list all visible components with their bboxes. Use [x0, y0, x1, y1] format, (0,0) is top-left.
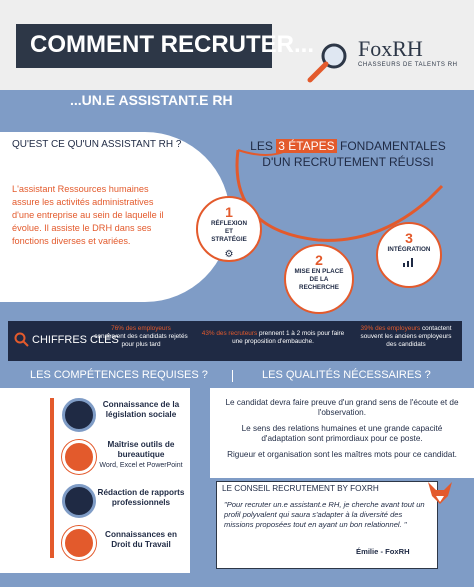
qualite-1: Le candidat devra faire preuve d'un grand sens de l'écoute et de l'observation.: [225, 398, 459, 417]
section-divider: [232, 370, 233, 382]
step-3-number: 3: [405, 230, 413, 246]
stat-1-text: conservent des candidats rejetés pour plus tard: [94, 333, 188, 348]
steps-title-line2: D'UN RECRUTEMENT RÉUSSI: [262, 155, 434, 169]
brand-logo: FoxRH: [358, 36, 423, 61]
stat-3: [356, 325, 456, 349]
step-1-label: RÉFLEXION ET STRATÉGIE: [210, 220, 248, 243]
chart-icon: [402, 257, 416, 267]
key-figures-label: CHIFFRES CLÉS: [32, 334, 119, 346]
page-subtitle: ...UN.E ASSISTANT.E RH: [70, 92, 233, 108]
lightbulb-icon: [62, 440, 96, 474]
gavel-icon: [62, 526, 96, 560]
step-1-number: 1: [225, 204, 233, 220]
steps-title-highlight: 3 ÉTAPES: [278, 139, 335, 153]
stat-2: [196, 330, 350, 346]
skill-2-sub: Word, Excel et PowerPoint: [99, 462, 183, 469]
step-2-label: MISE EN PLACE DE LA RECHERCHE: [294, 268, 344, 291]
competences-timeline: [50, 398, 54, 558]
advice-title: LE CONSEIL RECRUTEMENT BY FOXRH: [222, 484, 379, 493]
intro-question: QU'EST CE QU'UN ASSISTANT RH ?: [12, 139, 182, 150]
brand-tagline: CHASSEURS DE TALENTS RH: [358, 62, 458, 68]
advice-quote: "Pour recruter un.e assistant.e RH, je cherche avant tout un profil polyvalent qui saura s'adapter à la diversité des missions proposées tout en ayant un bon relationnel. ": [224, 500, 425, 529]
fox-icon: [426, 480, 454, 506]
skill-2-label: Maîtrise outils de bureautique: [107, 440, 175, 459]
qualite-2: Le sens des relations humaines et une grande capacité d'adaptation sont primordiaux pour ce poste.: [241, 424, 443, 443]
qualite-3: Rigueur et organisation sont les maîtres mots pour ce candidat.: [227, 450, 457, 459]
gear-icon: ⚙: [224, 249, 234, 260]
page-title: COMMENT RECRUTER...: [30, 31, 314, 58]
intro-text: L'assistant Ressources humaines assure les activités administratives d'une entreprise au sein de laquelle il évolue. Il assiste le DRH dans ses fonctions diverses et variées.: [12, 184, 164, 246]
law-icon: [62, 398, 96, 432]
step-3-label: INTÉGRATION: [387, 246, 431, 253]
search-icon: [14, 332, 30, 348]
stat-1-highlight: 76% des employeurs: [111, 325, 171, 332]
magnifier-icon: [304, 40, 354, 84]
skill-3-label: Rédaction de rapports professionnels: [97, 488, 185, 507]
stat-1: [92, 325, 190, 349]
step-3: [376, 222, 442, 288]
steps-title-post: FONDAMENTALES: [340, 139, 446, 153]
stat-3-text: contactent souvent les anciens employeurs des candidats: [360, 325, 452, 348]
step-2: [284, 244, 354, 314]
skill-4-label: Connaissances en Droit du Travail: [105, 530, 177, 549]
step-1: [196, 196, 262, 262]
qualites-title: LES QUALITÉS NÉCESSAIRES ?: [262, 369, 431, 381]
advice-author: Émilie - FoxRH: [356, 547, 410, 556]
stat-2-text: prennent 1 à 2 mois pour faire une proposition d'embauche.: [232, 330, 345, 345]
pen-icon: [62, 484, 96, 518]
step-2-number: 2: [315, 252, 323, 268]
competences-title: LES COMPÉTENCES REQUISES ?: [30, 369, 208, 381]
stat-3-highlight: 39% des employeurs: [360, 325, 421, 332]
skill-2: [96, 440, 186, 471]
skill-1-label: Connaissance de la législation sociale: [102, 400, 180, 419]
stat-2-highlight: 43% des recruteurs: [201, 330, 258, 337]
steps-title-pre: LES: [250, 139, 273, 153]
